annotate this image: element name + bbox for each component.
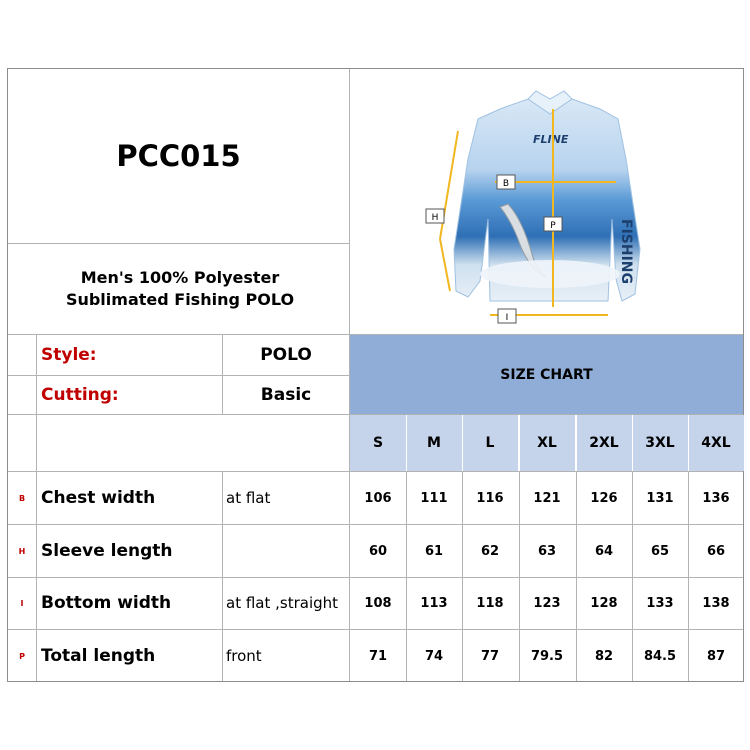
divider <box>632 472 633 681</box>
size-value: 84.5 <box>643 648 677 664</box>
size-chart-title: SIZE CHART <box>350 335 743 414</box>
shirt-illustration <box>350 69 743 334</box>
style-label: Style: <box>41 345 97 365</box>
size-value: 123 <box>533 595 561 611</box>
row-note: at flat <box>226 489 271 507</box>
size-header-xl: XL <box>519 415 575 471</box>
size-value: 64 <box>594 543 614 559</box>
svg-text:I: I <box>505 313 509 323</box>
row-key: P <box>19 651 25 661</box>
svg-text:P: P <box>550 221 556 231</box>
size-value: 62 <box>480 543 500 559</box>
divider <box>462 472 463 681</box>
size-value: 116 <box>476 490 504 506</box>
divider <box>688 472 689 681</box>
divider <box>222 472 223 681</box>
product-code: PCC015 <box>116 139 241 173</box>
size-header-l: L <box>462 415 518 471</box>
row-name: Chest width <box>41 488 156 508</box>
size-value: 138 <box>702 595 730 611</box>
size-value: 113 <box>420 595 448 611</box>
size-header-s: S <box>350 415 406 471</box>
brand-logo: FLINE <box>533 133 569 146</box>
size-value: 61 <box>424 543 444 559</box>
size-value: 133 <box>646 595 674 611</box>
row-name: Total length <box>41 646 156 666</box>
divider <box>8 414 349 415</box>
size-value: 131 <box>646 490 674 506</box>
size-value: 65 <box>650 543 670 559</box>
size-value: 108 <box>364 595 392 611</box>
row-name: Bottom width <box>41 593 172 613</box>
row-key: B <box>18 493 26 503</box>
size-value: 128 <box>590 595 618 611</box>
size-header-m: M <box>406 415 462 471</box>
size-value: 126 <box>590 490 618 506</box>
product-description: Men's 100% Polyester Sublimated Fishing POLO <box>65 268 295 309</box>
style-value: POLO <box>260 345 312 365</box>
size-value: 63 <box>537 543 557 559</box>
size-header-3xl: 3XL <box>632 415 688 471</box>
svg-text:H: H <box>431 213 439 223</box>
row-name: Sleeve length <box>41 541 173 561</box>
svg-text:FISHING: FISHING <box>618 219 634 284</box>
row-key: H <box>18 546 26 556</box>
size-value: 79.5 <box>530 648 564 664</box>
size-value: 82 <box>594 648 614 664</box>
divider <box>519 472 520 681</box>
size-value: 66 <box>706 543 726 559</box>
cutting-label: Cutting: <box>41 385 119 405</box>
divider <box>576 472 577 681</box>
size-value: 118 <box>476 595 504 611</box>
size-value: 87 <box>706 648 726 664</box>
size-value: 111 <box>420 490 448 506</box>
size-value: 71 <box>368 648 388 664</box>
divider <box>406 472 407 681</box>
row-note <box>223 525 349 577</box>
row-note: at flat ,straight <box>226 594 339 612</box>
size-value: 74 <box>424 648 444 664</box>
size-header-4xl: 4XL <box>688 415 744 471</box>
size-value: 60 <box>368 543 388 559</box>
cutting-value: Basic <box>260 385 312 405</box>
size-value: 77 <box>480 648 500 664</box>
row-note: front <box>226 647 262 665</box>
row-key: I <box>20 598 24 608</box>
size-value: 121 <box>533 490 561 506</box>
svg-text:B: B <box>502 179 510 189</box>
size-header-2xl: 2XL <box>576 415 632 471</box>
size-value: 136 <box>702 490 730 506</box>
size-value: 106 <box>364 490 392 506</box>
